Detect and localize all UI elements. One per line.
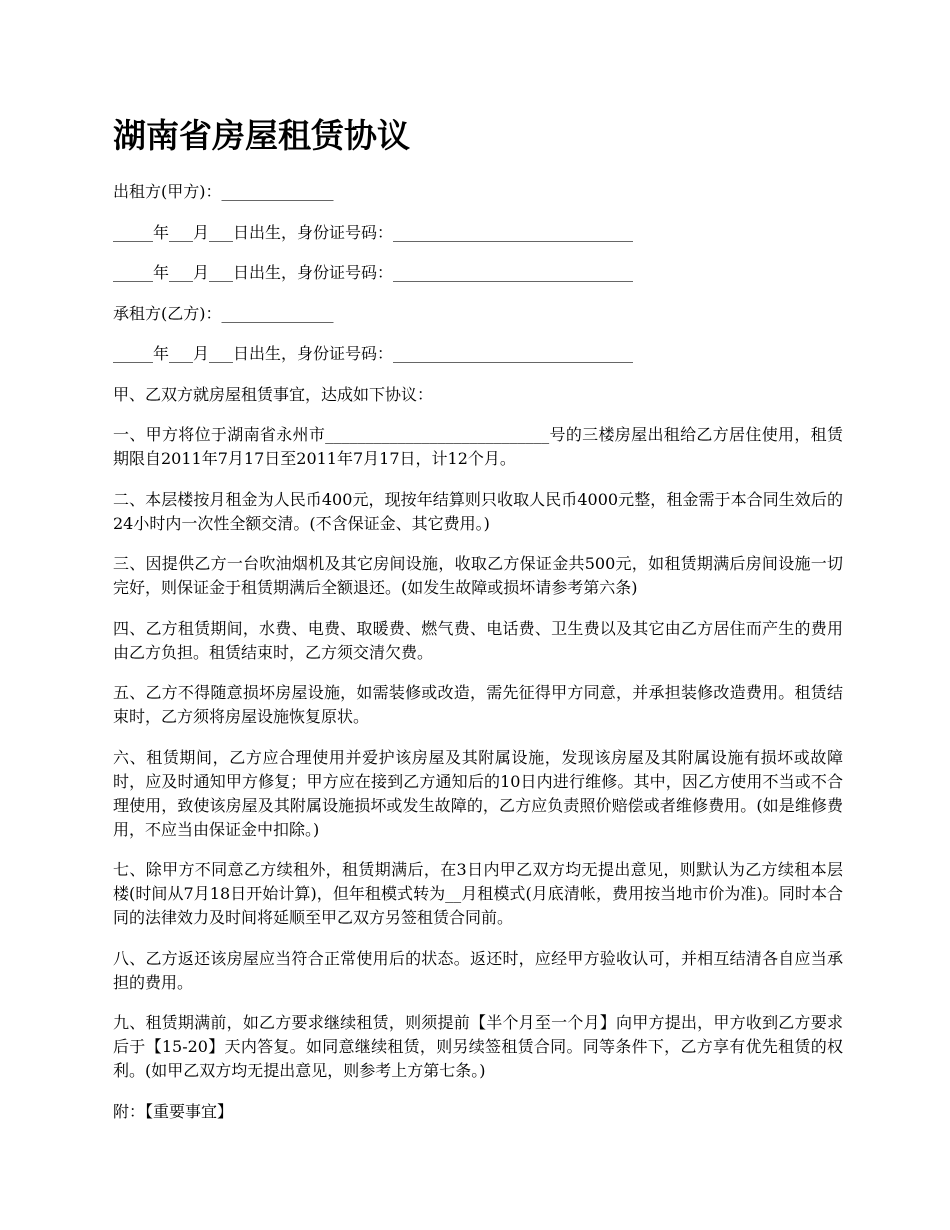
document-title: 湖南省房屋租赁协议: [113, 116, 410, 155]
lessor-id-line-2: _____年___月___日出生，身份证号码：______________________________: [113, 263, 634, 282]
clause-9: 九、租赁期满前，如乙方要求继续租赁，则须提前【半个月至一个月】向甲方提出，甲方收到乙方要求后于【15-20】天内答复。如同意继续租赁，则另续签租赁合同。同等条件下，乙方享有优先租赁的权利。(如甲乙双方均无提出意见，则参考上方第七条。): [113, 1013, 843, 1080]
lessee-line: 承租方(乙方)：______________: [113, 303, 334, 323]
clause-3: 三、因提供乙方一台吹油烟机及其它房间设施，收取乙方保证金共500元，如租赁期满后房间设施一切完好，则保证金于租赁期满后全额退还。(如发生故障或损坏请参考第六条): [113, 554, 843, 597]
lessor-id-line-1: _____年___月___日出生，身份证号码：______________________________: [113, 222, 634, 242]
clause-4: 四、乙方租赁期间，水费、电费、取暖费、燃气费、电话费、卫生费以及其它由乙方居住而产生的费用由乙方负担。租赁结束时，乙方须交清欠费。: [113, 618, 843, 662]
appendix-heading: 附：【重要事宜】: [113, 1101, 234, 1121]
lessee-id-line: _____年___月___日出生，身份证号码：______________________________: [113, 344, 634, 363]
clause-5: 五、乙方不得随意损坏房屋设施，如需装修或改造，需先征得甲方同意，并承担装修改造费用。租赁结束时，乙方须将房屋设施恢复原状。: [113, 683, 843, 726]
clause-2: 二、本层楼按月租金为人民币400元，现按年结算则只收取人民币4000元整，租金需于本合同生效后的24小时内一次性全额交清。(不含保证金、其它费用。): [113, 489, 843, 533]
agreement-intro: 甲、乙双方就房屋租赁事宜，达成如下协议：: [113, 384, 434, 404]
lessor-line: 出租方(甲方)：______________: [113, 182, 334, 201]
document-body: [113, 180, 843, 1140]
clause-8: 八、乙方返还该房屋应当符合正常使用后的状态。返还时，应经甲方验收认可，并相互结清各自应当承担的费用。: [113, 948, 843, 992]
clause-7: 七、除甲方不同意乙方续租外，租赁期满后，在3日内甲乙双方均无提出意见，则默认为乙方续租本层楼(时间从7月18日开始计算)，但年租模式转为__月租模式(月底清帐，费用按当地市价为准)。同时本合同的法律效力及时间将延顺至甲乙双方另签租赁合同前。: [113, 860, 843, 927]
clause-1: 一、甲方将位于湖南省永州市____________________________号的三楼房屋出租给乙方居住使用，租赁期限自2011年7月17日至2011年7月17日，计12个月。: [113, 425, 843, 468]
clause-6: 六、租赁期间，乙方应合理使用并爱护该房屋及其附属设施，发现该房屋及其附属设施有损坏或故障时，应及时通知甲方修复；甲方应在接到乙方通知后的10日内进行维修。其中，因乙方使用不当或不合理使用，致使该房屋及其附属设施损坏或发生故障的，乙方应负责照价赔偿或者维修费用。(如是维修费用，不应当由保证金中扣除。): [113, 747, 843, 839]
